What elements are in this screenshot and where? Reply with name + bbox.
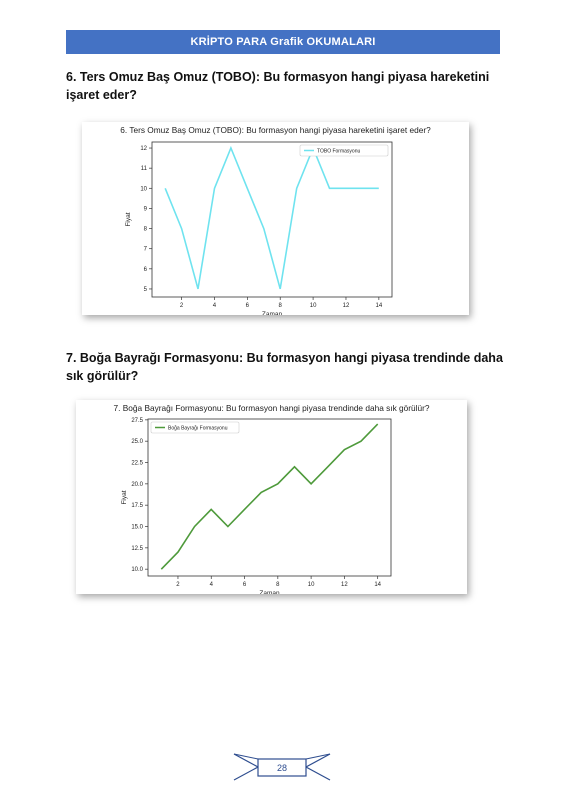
x-tick-label: 4 <box>212 303 217 309</box>
y-tick-label: 11 <box>140 166 147 173</box>
chart-tobo-svg <box>82 122 469 315</box>
x-tick-label: 12 <box>342 303 350 309</box>
y-tick-label: 12 <box>140 146 147 153</box>
chart-bull-flag-svg <box>76 400 467 594</box>
question-6-text: 6. Ters Omuz Baş Omuz (TOBO): Bu formasyon hangi piyasa hareketini işaret eder? <box>66 70 490 102</box>
x-tick-label: 6 <box>242 582 247 588</box>
y-tick-label: 9 <box>143 206 147 213</box>
question-7-text: 7. Boğa Bayrağı Formasyonu: Bu formasyon hangi piyasa trendinde daha sık görülür? <box>66 351 503 383</box>
y-tick-label: 10 <box>140 186 147 193</box>
chart-1-group <box>114 403 430 594</box>
x-tick-label: 6 <box>245 303 250 309</box>
y-tick-label: 10.0 <box>131 567 143 574</box>
x-axis-label: Zaman <box>259 590 280 594</box>
plot-frame <box>152 142 392 297</box>
chart-tobo <box>82 122 469 315</box>
y-tick-label: 17.5 <box>131 503 143 510</box>
x-tick-label: 8 <box>278 303 282 309</box>
x-tick-label: 2 <box>179 303 184 309</box>
y-tick-label: 20.0 <box>131 481 143 488</box>
x-tick-label: 4 <box>209 582 213 588</box>
y-tick-label: 15.0 <box>131 524 143 531</box>
y-tick-label: 5 <box>143 286 147 293</box>
y-tick-label: 22.5 <box>131 460 143 467</box>
chart-0-group <box>120 125 431 315</box>
y-axis-label: Fiyat <box>125 212 132 227</box>
series-line <box>161 424 377 569</box>
y-tick-label: 6 <box>143 266 147 273</box>
x-tick-label: 10 <box>309 303 317 309</box>
page-header-title: KRİPTO PARA Grafik OKUMALARI <box>190 36 376 48</box>
x-tick-label: 12 <box>341 582 348 588</box>
chart-title: 6. Ters Omuz Baş Omuz (TOBO): Bu formasyon hangi piyasa hareketini işaret eder? <box>120 125 431 135</box>
y-tick-label: 7 <box>143 246 147 253</box>
chart-title: 7. Boğa Bayrağı Formasyonu: Bu formasyon hangi piyasa trendinde daha sık görülür? <box>113 403 430 413</box>
chart-bull-flag <box>76 400 467 594</box>
series-line <box>165 148 379 289</box>
legend-label: TOBO Formasyonu <box>317 148 361 155</box>
plot-frame <box>148 419 391 576</box>
y-tick-label: 12.5 <box>131 545 143 552</box>
x-tick-label: 2 <box>176 582 180 588</box>
x-axis-label: Zaman <box>261 311 283 315</box>
y-tick-label: 8 <box>143 226 147 233</box>
y-axis-label: Fiyat <box>121 490 128 505</box>
y-tick-label: 25.0 <box>131 439 143 446</box>
legend-label: Boğa Bayrağı Formasyonu <box>168 425 228 432</box>
page-number: 28 <box>276 763 287 773</box>
page-header-banner <box>66 30 500 54</box>
x-tick-label: 14 <box>374 582 382 588</box>
x-tick-label: 10 <box>307 582 315 588</box>
y-tick-label: 27.5 <box>131 417 143 424</box>
x-tick-label: 8 <box>276 582 280 588</box>
x-tick-label: 14 <box>375 303 383 309</box>
